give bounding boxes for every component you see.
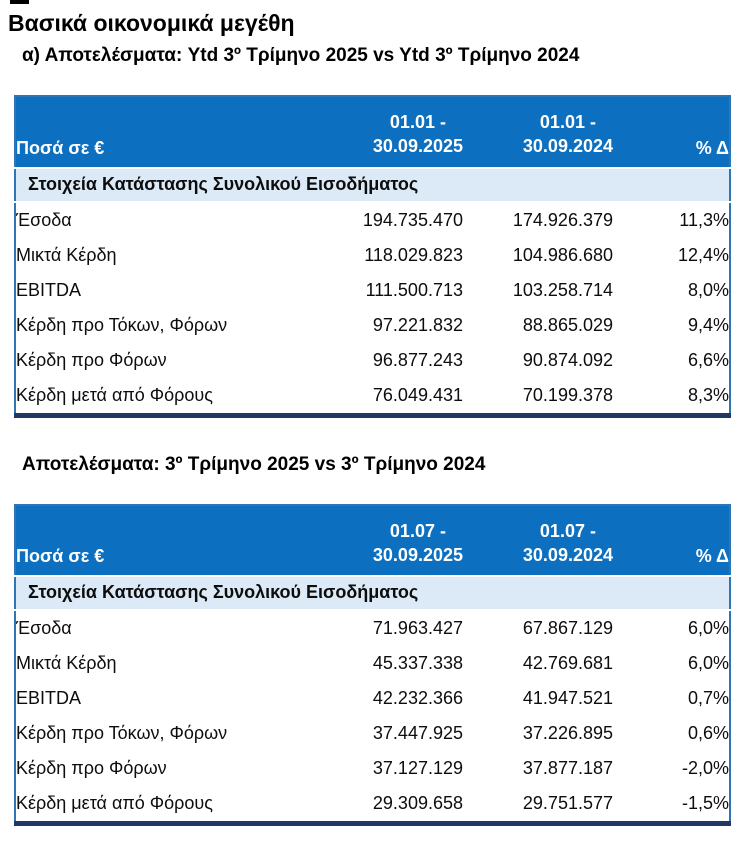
- q3-header-period-current: [335, 505, 463, 577]
- row-value-prior: 90.874.092: [463, 343, 613, 378]
- row-label: Κέρδη προ Φόρων: [15, 343, 335, 378]
- ytd-header-amounts-label: Ποσά σε €: [15, 96, 335, 168]
- row-value-current: 97.221.832: [335, 308, 463, 343]
- row-delta: 6,6%: [613, 343, 730, 378]
- row-label: Μικτά Κέρδη: [15, 238, 335, 273]
- ytd-header-period-prior: [463, 96, 613, 168]
- q3-section-title: Στοιχεία Κατάστασης Συνολικού Εισοδήματος: [15, 576, 730, 610]
- row-value-prior: 70.199.378: [463, 378, 613, 416]
- row-value-current: 71.963.427: [335, 610, 463, 646]
- ytd-table-body: [15, 168, 730, 416]
- ytd-section-title: Στοιχεία Κατάστασης Συνολικού Εισοδήματος: [15, 168, 730, 202]
- q3-header-period-prior: [463, 505, 613, 577]
- ytd-results-table: [14, 95, 731, 418]
- q3-section-row: [15, 576, 730, 610]
- row-delta: 6,0%: [613, 646, 730, 681]
- row-value-current: 194.735.470: [335, 202, 463, 238]
- ytd-header-delta: % Δ: [613, 96, 730, 168]
- row-label: Κέρδη προ Τόκων, Φόρων: [15, 716, 335, 751]
- ytd-header-period-current: [335, 96, 463, 168]
- q3-period-current-line2: 30.09.2025: [372, 544, 463, 565]
- row-value-prior: 37.226.895: [463, 716, 613, 751]
- row-delta: 9,4%: [613, 308, 730, 343]
- ytd-section-row: [15, 168, 730, 202]
- row-value-current: 96.877.243: [335, 343, 463, 378]
- ytd-period-current-line1: 01.01 -: [389, 112, 446, 132]
- row-value-prior: 103.258.714: [463, 273, 613, 308]
- row-value-current: 45.337.338: [335, 646, 463, 681]
- q3-period-current-line1: 01.07 -: [389, 520, 446, 541]
- row-label: Έσοδα: [15, 202, 335, 238]
- ytd-table-header: [15, 96, 730, 168]
- row-delta: 8,3%: [613, 378, 730, 416]
- table-row: [15, 273, 730, 308]
- row-delta: 8,0%: [613, 273, 730, 308]
- table-row: [15, 646, 730, 681]
- q3-results-subtitle: Αποτελέσματα: 3º Τρίμηνο 2025 vs 3º Τρίμηνο 2024: [22, 453, 486, 475]
- row-label: Κέρδη προ Τόκων, Φόρων: [15, 308, 335, 343]
- row-label: EBITDA: [15, 273, 335, 308]
- row-delta: 0,7%: [613, 681, 730, 716]
- q3-period-current-block: [373, 519, 463, 568]
- row-value-prior: 37.877.187: [463, 751, 613, 786]
- row-delta: -1,5%: [613, 786, 730, 824]
- ytd-period-current-block: [373, 110, 463, 159]
- row-label: EBITDA: [15, 681, 335, 716]
- table-row: [15, 238, 730, 273]
- row-delta: 6,0%: [613, 610, 730, 646]
- ytd-period-prior-block: [523, 110, 613, 159]
- table-row: [15, 716, 730, 751]
- ytd-results-subtitle: α) Αποτελέσματα: Ytd 3º Τρίμηνο 2025 vs Ytd 3º Τρίμηνο 2024: [22, 45, 580, 66]
- q3-period-prior-line2: 30.09.2024: [522, 544, 613, 565]
- q3-table-header: [15, 505, 730, 577]
- row-value-current: 29.309.658: [335, 786, 463, 824]
- row-value-prior: 41.947.521: [463, 681, 613, 716]
- ytd-period-prior-line1: 01.01 -: [539, 112, 596, 132]
- row-value-prior: 67.867.129: [463, 610, 613, 646]
- ytd-header-row: [15, 96, 730, 168]
- q3-header-row: [15, 505, 730, 577]
- row-label: Κέρδη μετά από Φόρους: [15, 378, 335, 416]
- row-value-current: 37.447.925: [335, 716, 463, 751]
- row-delta: 0,6%: [613, 716, 730, 751]
- row-value-prior: 104.986.680: [463, 238, 613, 273]
- table-row: [15, 751, 730, 786]
- row-value-current: 111.500.713: [335, 273, 463, 308]
- ytd-period-prior-line2: 30.09.2024: [522, 136, 613, 157]
- ytd-period-current-line2: 30.09.2025: [372, 136, 463, 157]
- row-value-prior: 88.865.029: [463, 308, 613, 343]
- row-value-current: 76.049.431: [335, 378, 463, 416]
- page-title: Βασικά οικονομικά μεγέθη: [8, 10, 295, 36]
- table-row: [15, 786, 730, 824]
- row-label: Κέρδη μετά από Φόρους: [15, 786, 335, 824]
- q3-results-table: [14, 504, 731, 827]
- row-delta: -2,0%: [613, 751, 730, 786]
- row-delta: 11,3%: [613, 202, 730, 238]
- table-row: [15, 202, 730, 238]
- q3-table-body: [15, 576, 730, 824]
- row-value-current: 42.232.366: [335, 681, 463, 716]
- row-value-prior: 42.769.681: [463, 646, 613, 681]
- row-value-current: 37.127.129: [335, 751, 463, 786]
- row-label: Μικτά Κέρδη: [15, 646, 335, 681]
- q3-period-prior-block: [523, 519, 613, 568]
- row-value-prior: 174.926.379: [463, 202, 613, 238]
- row-value-prior: 29.751.577: [463, 786, 613, 824]
- q3-period-prior-line1: 01.07 -: [539, 520, 596, 541]
- q3-header-amounts-label: Ποσά σε €: [15, 505, 335, 577]
- row-delta: 12,4%: [613, 238, 730, 273]
- table-row: [15, 610, 730, 646]
- page-crop-artifact: [10, 0, 29, 4]
- row-label: Έσοδα: [15, 610, 335, 646]
- row-value-current: 118.029.823: [335, 238, 463, 273]
- table-row: [15, 308, 730, 343]
- table-row: [15, 343, 730, 378]
- row-label: Κέρδη προ Φόρων: [15, 751, 335, 786]
- table-row: [15, 378, 730, 416]
- q3-header-delta: % Δ: [613, 505, 730, 577]
- table-row: [15, 681, 730, 716]
